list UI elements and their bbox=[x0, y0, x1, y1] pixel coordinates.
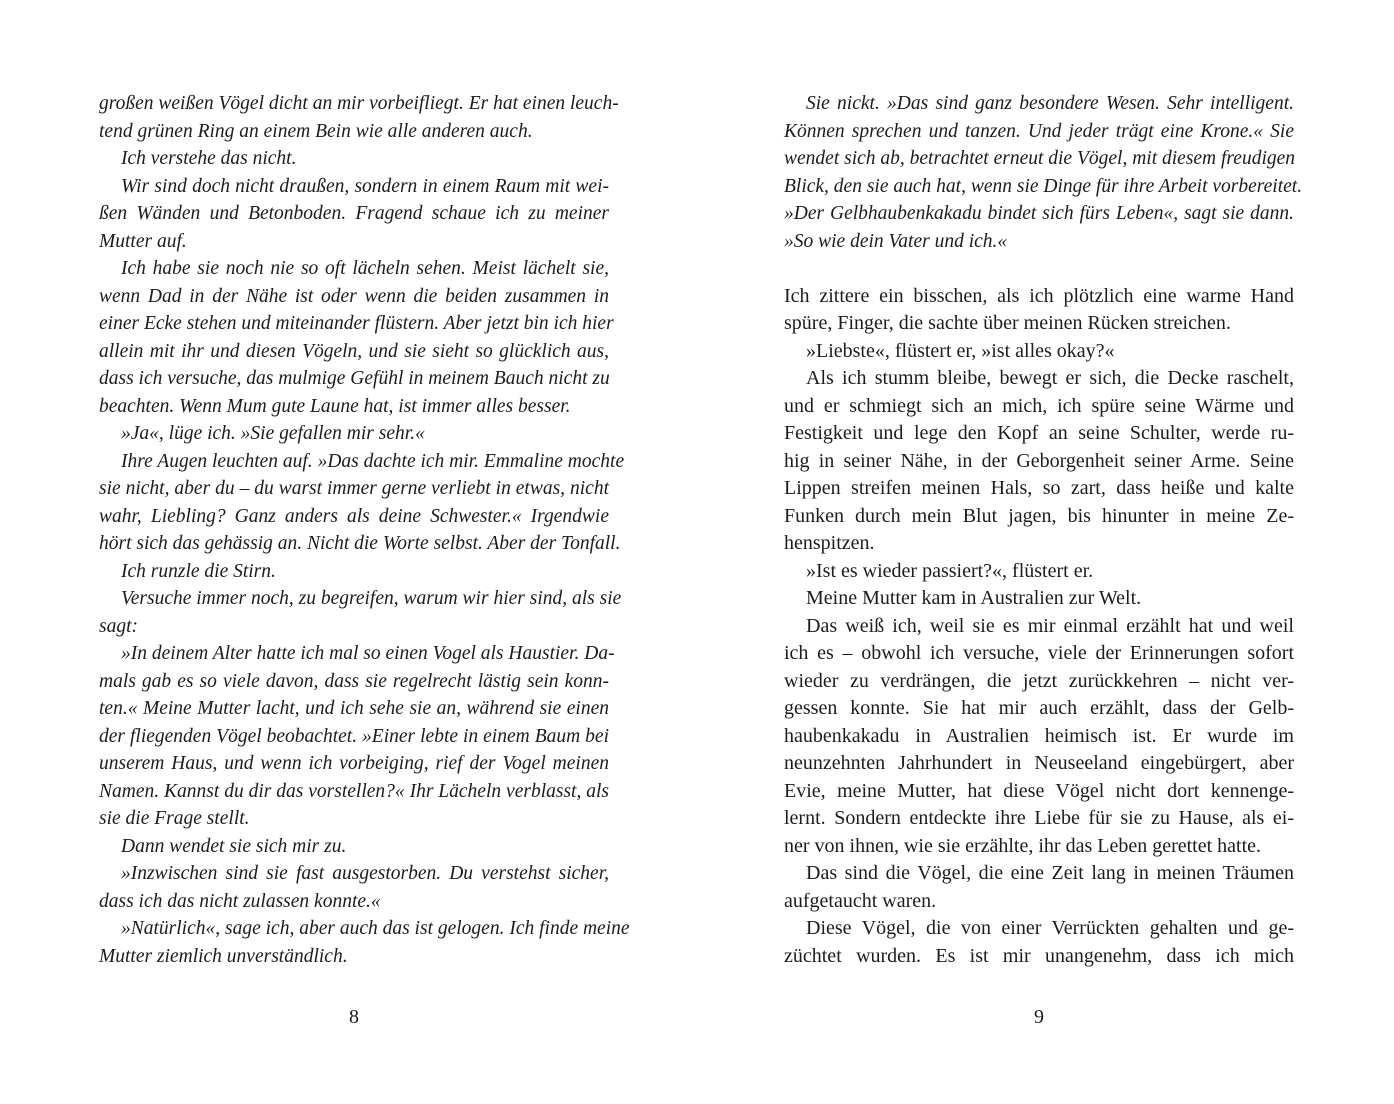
left-text-line: sie die Frage stellt. bbox=[99, 808, 250, 829]
left-text-line: Ich habe sie noch nie so oft lächeln sehen. Meist lächelt sie, bbox=[121, 258, 609, 279]
right-text-line: neunzehnten Jahrhundert in Neuseeland eingebürgert, aber bbox=[784, 752, 1294, 774]
left-text-line: ßen Wänden und Betonboden. Fragend schaue ich zu meiner bbox=[99, 203, 609, 224]
left-text-line: wahr, Liebling? Ganz anders als deine Schwester.« Irgendwie bbox=[99, 505, 609, 527]
left-text-line: großen weißen Vögel dicht an mir vorbeifliegt. Er hat einen leuch- bbox=[99, 93, 619, 114]
left-text-line: sie nicht, aber du – du warst immer gerne verliebt in etwas, nicht bbox=[99, 478, 609, 499]
left-text-line: hört sich das gehässig an. Nicht die Worte selbst. Aber der Tonfall. bbox=[99, 533, 621, 554]
right-text-line: Ich zittere ein bisschen, als ich plötzlich eine warme Hand bbox=[784, 284, 1294, 307]
right-page bbox=[784, 90, 1303, 970]
right-text-line: Diese Vögel, die von einer Verrückten gehalten und ge- bbox=[806, 917, 1294, 939]
right-text-line: »Liebste«, flüstert er, »ist alles okay?« bbox=[806, 339, 1115, 362]
right-text-line: »Ist es wieder passiert?«, flüstert er. bbox=[806, 559, 1094, 582]
left-text-line: Dann wendet sie sich mir zu. bbox=[121, 835, 347, 857]
right-text-line: wieder zu verdrängen, die jetzt zurückkehren – nicht ver- bbox=[784, 669, 1294, 692]
left-text-line: der fliegenden Vögel beobachtet. »Einer lebte in einem Baum bei bbox=[99, 725, 609, 747]
left-text-line: dass ich versuche, das mulmige Gefühl in meinem Bauch nicht zu bbox=[99, 368, 610, 389]
left-text-line: Ihre Augen leuchten auf. »Das dachte ich mir. Emmaline mochte bbox=[121, 450, 625, 472]
right-text-line: ich es – obwohl ich versuche, viele der Erinnerungen sofort bbox=[784, 642, 1294, 664]
right-text-line: lernt. Sondern entdeckte ihre Liebe für sie zu Hause, als ei- bbox=[784, 807, 1294, 829]
right-italic-line: Blick, den sie auch hat, wenn sie Dinge für ihre Arbeit vorbereitet. bbox=[784, 175, 1303, 197]
upright-passage bbox=[784, 283, 1294, 971]
left-text-line: unserem Haus, und wenn ich vorbeiging, rief der Vogel meinen bbox=[99, 753, 609, 774]
right-italic-line: »So wie dein Vater und ich.« bbox=[784, 230, 1008, 252]
right-italic-line: »Der Gelbhaubenkakadu bindet sich fürs Leben«, sagt sie dann. bbox=[784, 203, 1294, 224]
left-text-line: beachten. Wenn Mum gute Laune hat, ist immer alles besser. bbox=[99, 395, 571, 417]
left-text-line: Mutter ziemlich unverständlich. bbox=[99, 945, 348, 967]
left-text-line: »Inzwischen sind sie fast ausgestorben. Du verstehst sicher, bbox=[121, 863, 609, 884]
right-text-line: aufgetaucht waren. bbox=[784, 889, 937, 912]
page-number-right: 9 bbox=[1034, 1006, 1044, 1028]
left-text-line: einer Ecke stehen und miteinander flüstern. Aber jetzt bin ich hier bbox=[99, 313, 614, 334]
left-text-line: tend grünen Ring an einem Bein wie alle anderen auch. bbox=[99, 120, 533, 142]
right-text-line: spüre, Finger, die sachte über meinen Rücken streichen. bbox=[784, 312, 1231, 334]
right-italic-line: wendet sich ab, betrachtet erneut die Vögel, mit diesem freudigen bbox=[784, 148, 1296, 169]
right-text-line: Funken durch mein Blut jagen, bis hinunter in meine Ze- bbox=[784, 504, 1294, 527]
page-number-left: 8 bbox=[349, 1006, 359, 1028]
right-text-line: Lippen streifen meinen Hals, so zart, dass heiße und kalte bbox=[784, 477, 1294, 499]
right-text-line: ner von ihnen, wie sie erzählte, ihr das Leben gerettet hatte. bbox=[784, 834, 1262, 857]
italic-passage bbox=[784, 90, 1303, 255]
right-text-line: gessen konnte. Sie hat mir auch erzählt, dass der Gelb- bbox=[784, 697, 1294, 719]
right-text-line: haubenkakadu in Australien heimisch ist. Er wurde im bbox=[784, 724, 1294, 747]
left-text-line: wenn Dad in der Nähe ist oder wenn die beiden zusammen in bbox=[99, 285, 609, 307]
left-text-line: »In deinem Alter hatte ich mal so einen Vogel als Haustier. Da- bbox=[121, 643, 615, 664]
left-text-line: Ich verstehe das nicht. bbox=[121, 148, 297, 169]
right-italic-line: Können sprechen und tanzen. Und jeder trägt eine Krone.« Sie bbox=[784, 120, 1294, 142]
right-text-line: Evie, meine Mutter, hat diese Vögel nicht dort kennenge- bbox=[784, 779, 1294, 802]
right-text-line: züchtet wurden. Es ist mir unangenehm, dass ich mich bbox=[784, 944, 1294, 967]
left-text-line: Ich runzle die Stirn. bbox=[121, 560, 276, 582]
left-text-line: Wir sind doch nicht draußen, sondern in einem Raum mit wei- bbox=[121, 175, 609, 197]
left-text-line: sagt: bbox=[99, 615, 138, 637]
left-text-line: Mutter auf. bbox=[99, 230, 187, 252]
left-text-line: ten.« Meine Mutter lacht, und ich sehe sie an, während sie einen bbox=[99, 698, 609, 719]
left-text-line: »Ja«, lüge ich. »Sie gefallen mir sehr.« bbox=[121, 423, 425, 444]
right-text-line: Als ich stumm bleibe, bewegt er sich, die Decke raschelt, bbox=[806, 367, 1294, 389]
left-text-line: Versuche immer noch, zu begreifen, warum wir hier sind, als sie bbox=[121, 588, 622, 609]
right-text-line: Das sind die Vögel, die eine Zeit lang in meinen Träumen bbox=[806, 862, 1294, 884]
left-page bbox=[99, 90, 630, 970]
right-text-line: und er schmiegt sich an mich, ich spüre seine Wärme und bbox=[784, 394, 1294, 417]
right-text-line: Das weiß ich, weil sie es mir einmal erzählt hat und weil bbox=[806, 614, 1294, 637]
left-text-line: allein mit ihr und diesen Vögeln, und sie sieht so glücklich aus, bbox=[99, 340, 609, 362]
left-text-line: mals gab es so viele davon, dass sie regelrecht lästig sein konn- bbox=[99, 670, 609, 692]
right-text-line: hig in seiner Nähe, in der Geborgenheit seiner Arme. Seine bbox=[784, 449, 1294, 472]
right-text-line: henspitzen. bbox=[784, 532, 875, 554]
left-text-line: »Natürlich«, sage ich, aber auch das ist gelogen. Ich finde meine bbox=[121, 918, 630, 939]
right-text-line: Meine Mutter kam in Australien zur Welt. bbox=[806, 587, 1142, 609]
left-text-line: Namen. Kannst du dir das vorstellen?« Ihr Lächeln verblasst, als bbox=[99, 780, 609, 802]
right-text-line: Festigkeit und lege den Kopf an seine Schulter, werde ru- bbox=[784, 422, 1294, 444]
left-text-line: dass ich das nicht zulassen konnte.« bbox=[99, 890, 381, 912]
right-italic-line: Sie nickt. »Das sind ganz besondere Wesen. Sehr intelligent. bbox=[806, 93, 1294, 114]
